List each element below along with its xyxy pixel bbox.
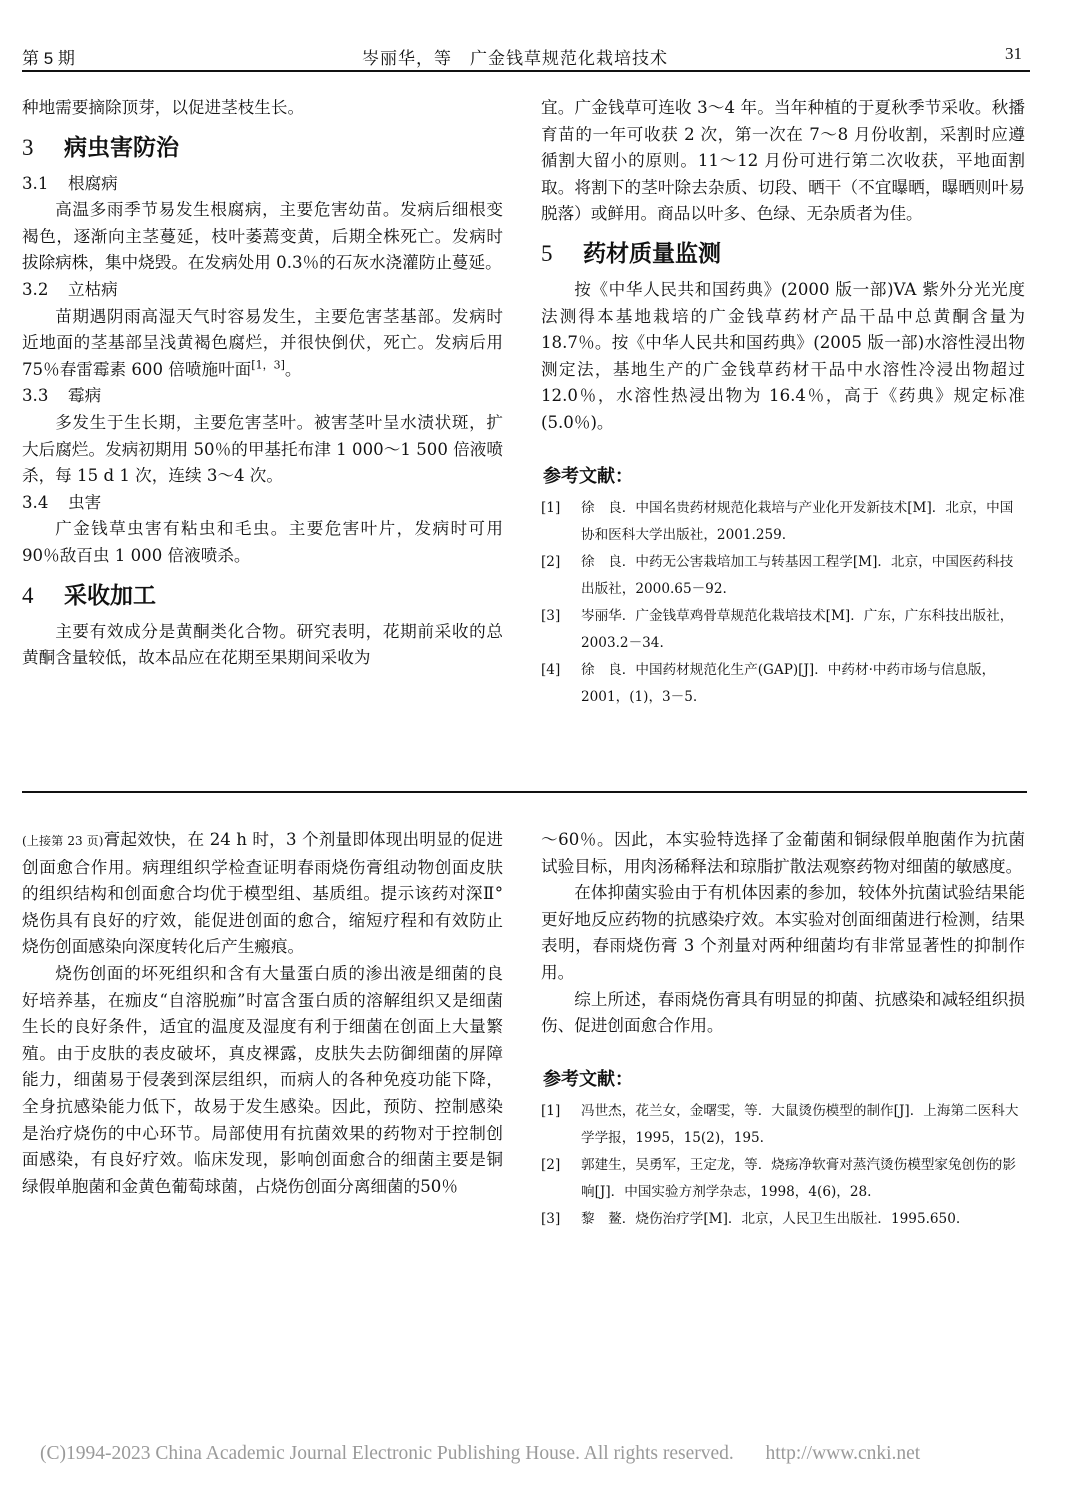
paragraph: 种地需要摘除顶芽，以促进茎枝生长。 [22,98,305,117]
references-title: 参考文献： [543,465,633,486]
paragraph: 宜。广金钱草可连收 3～4 年。当年种植的于夏秋季节采收。秋播育苗的一年可收获 2 次，第一次在 7～8 月份收割，采割时应遵循割大留小的原则。11～12 月份可进行第二次收获，平地面割取。将割下的茎叶除去杂质、切段、晒干（不宜曝晒，曝晒则叶易脱落）或鲜用。商品以叶多、色绿、无杂质者为佳。 [541,98,1025,224]
paragraph: 主要有效成分是黄酮类化合物。研究表明，花期前采收的总黄酮含量较低，故本品应在花期至果期间采收为 [22,621,503,668]
paragraph: 烧伤创面的坏死组织和含有大量蛋白质的渗出液是细菌的良好培养基，在痂皮“自溶脱痂”时富含蛋白质的溶解组织又是细菌生长的良好条件，适宜的温度及湿度有利于细菌在创面上大量繁殖。由于皮肤的表皮破坏，真皮裸露，皮肤失去防御细菌的屏障能力，细菌易于侵袭到深层组织，而病人的各种免疫功能下降，全身抗感染能力低下，故易于发生感染。因此，预防、控制感染是治疗烧伤的中心环节。局部使用有抗菌效果的药物对于控制创面感染，有良好疗效。临床发现，影响创面愈合的细菌主要是铜绿假单胞菌和金黄色葡萄球菌，占烧伤创面分离细菌的50％ [22,963,503,1196]
reference-item: [3] 黎 鳌．烧伤治疗学[M]．北京，人民卫生出版社．1995.650. [541,1210,961,1227]
reference-list [541,1098,1025,1233]
copyright-text: (C)1994-2023 China Academic Journal Electronic Publishing House. All rights reserved. [40,1443,734,1464]
subsection-heading-3-2: 3.2 立枯病 [22,279,118,299]
subsection-heading-3-4: 3.4 虫害 [22,492,102,512]
reference-item: [2] 郭建生，吴勇军，王定龙，等．烧疡净软膏对蒸汽烫伤模型家兔创伤的影响[J]．中国实验方剂学杂志，1998，4(6)，28. [541,1156,1016,1200]
paragraph: 按《中华人民共和国药典》(2000 版一部)VA 紫外分光光度法测得本基地栽培的广金钱草药材产品干品中总黄酮含量为 18.7％。按《中华人民共和国药典》(2005 版一部)水溶性浸出物测定法，基地生产的广金钱草药材干品中水溶性冷浸出物超过 12.0％，水溶性热浸出物为 16.4％，高于《药典》规定标准(5.0％)。 [541,279,1025,432]
issue-number: 第 5 期 [22,49,75,68]
reference-item: [1] 徐 良．中国名贵药材规范化栽培与产业化开发新技术[M]．北京，中国协和医科大学出版社，2001.259. [541,499,1014,543]
section-heading-3: 3 病虫害防治 [22,133,179,160]
paragraph: 在体抑菌实验由于有机体因素的参加，较体外抗菌试验结果能更好地反应药物的抗感染疗效。本实验对创面细菌进行检测，结果表明，春雨烧伤膏 3 个剂量对两种细菌均有非常显著性的抑制作用。 [541,883,1025,982]
citation: [1，3] [251,358,285,372]
paragraph: 综上所述，春雨烧伤膏具有明显的抑菌、抗感染和减轻组织损伤、促进创面愈合作用。 [541,989,1025,1036]
top-right-column [541,95,1025,711]
page-number: 31 [1005,44,1022,63]
subsection-heading-3-1: 3.1 根腐病 [22,173,118,193]
reference-item: [3] 岑丽华．广金钱草鸡骨草规范化栽培技术[M]．广东，广东科技出版社，2003.2－34. [541,607,1014,651]
copyright-footer [40,1443,1040,1465]
section-heading-5: 5 药材质量监测 [541,239,721,266]
paragraph: 多发生于生长期，主要危害茎叶。被害茎叶呈水渍状斑，扩大后腐烂。发病初期用 50％的甲基托布津 1 000～1 500 倍液喷杀，每 15 d 1 次，连续 3～4 次。 [22,412,503,486]
top-left-column [22,95,503,672]
paragraph: 高温多雨季节易发生根腐病，主要危害幼苗。发病后细根变褐色，逐渐向主茎蔓延，枝叶萎蔫变黄，后期全株死亡。发病时拔除病株，集中烧毁。在发病处用 0.3％的石灰水浇灌防止蔓延。 [22,200,503,273]
running-header [22,40,1030,72]
reference-item: [1] 冯世杰，花兰女，金曙雯，等．大鼠烫伤模型的制作[J]．上海第二医科大学学报，1995，15(2)，195. [541,1102,1019,1146]
paragraph: (上接第 23 页)膏起效快，在 24 h 时，3 个剂量即体现出明显的促进创面愈合作用。病理组织学检查证明春雨烧伤膏组动物创面皮肤的组织结构和创面愈合均优于模型组、基质组。提示该药对深Ⅱ°烧伤具有良好的疗效，能促进创面的愈合，缩短疗程和有效防止烧伤创面感染向深度转化后产生瘢痕。 [22,830,503,957]
paragraph: 苗期遇阴雨高湿天气时容易发生，主要危害茎基部。发病时近地面的茎基部呈浅黄褐色腐烂，并很快倒伏，死亡。发病后用 75％春雷霉素 600 倍喷施叶面[1，3]。 [22,306,503,379]
article-divider [22,791,1027,793]
reference-item: [4] 徐 良．中国药材规范化生产(GAP)[J]．中药材·中药市场与信息版，2001，(1)，3－5. [541,661,996,705]
continued-from-label: (上接第 23 页) [22,834,104,848]
references-title: 参考文献： [543,1068,633,1089]
bottom-left-column [22,827,503,1200]
paragraph: 广金钱草虫害有粘虫和毛虫。主要危害叶片，发病时可用 90％敌百虫 1 000 倍液喷杀。 [22,519,503,565]
site-url: http://www.cnki.net [765,1443,921,1464]
bottom-right-column [541,827,1025,1233]
section-heading-4: 4 采收加工 [22,581,156,608]
reference-list [541,495,1025,711]
reference-item: [2] 徐 良．中药无公害栽培加工与转基因工程学[M]．北京，中国医药科技出版社，2000.65－92. [541,553,1014,597]
paragraph: ～60％。因此，本实验特选择了金葡菌和铜绿假单胞菌作为抗菌试验目标，用肉汤稀释法和琼脂扩散法观察药物对细菌的敏感度。 [541,830,1025,876]
subsection-heading-3-3: 3.3 霉病 [22,386,102,406]
running-title: 岑丽华，等 广金钱草规范化栽培技术 [362,49,668,68]
